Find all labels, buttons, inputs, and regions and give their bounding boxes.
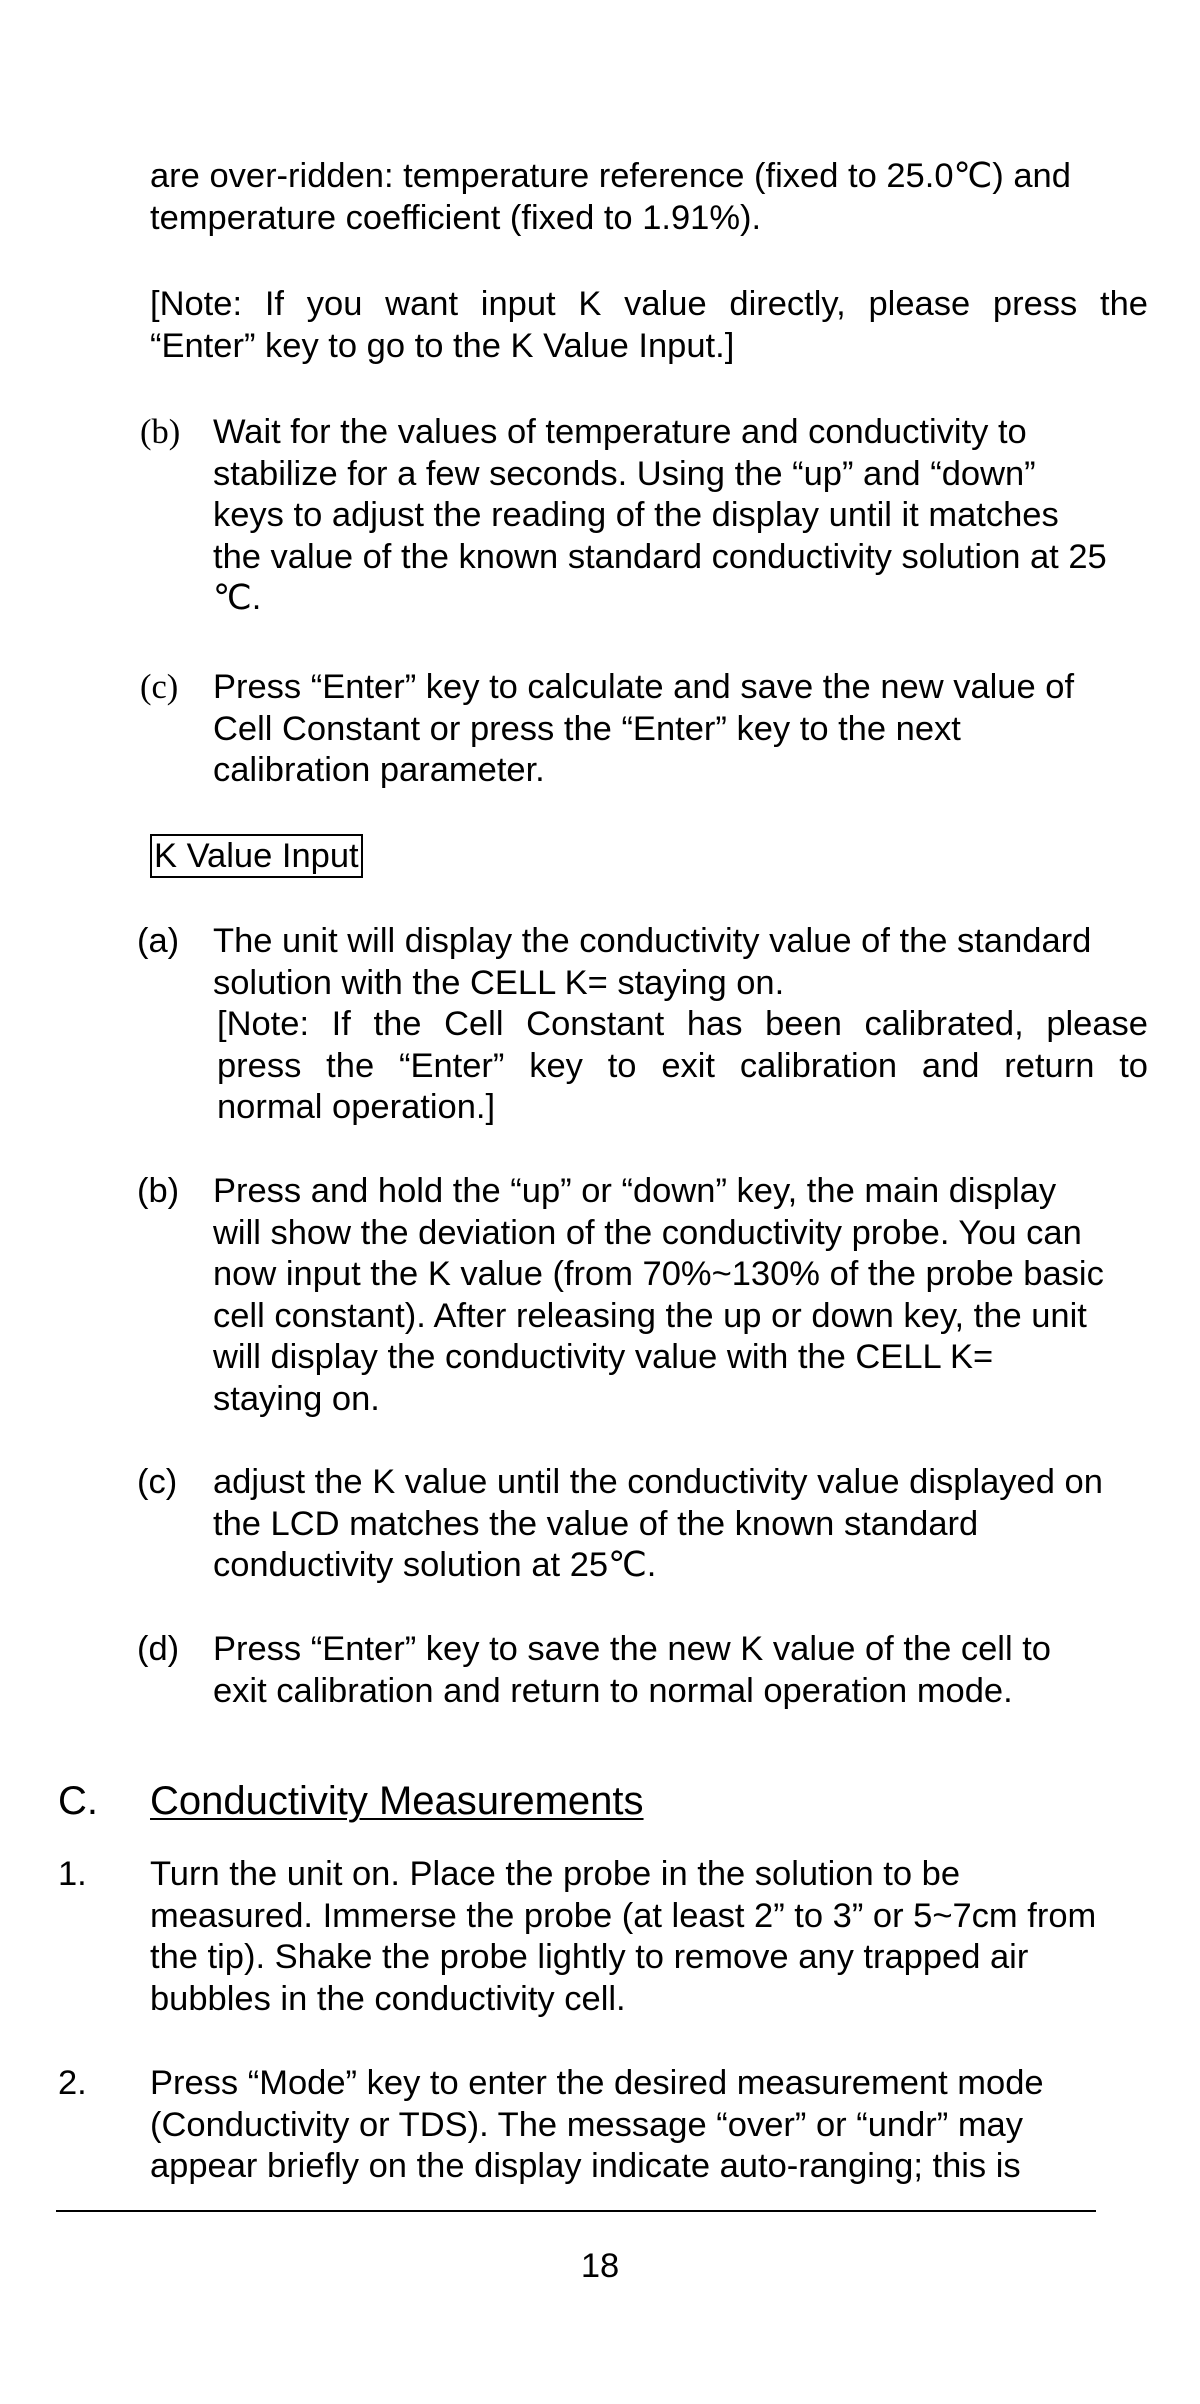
intro-paragraph xyxy=(150,156,1148,239)
step-c-line: Cell Constant or press the “Enter” key to the next xyxy=(213,709,961,748)
k-step-a-note-line: press the “Enter” key to exit calibration and return to xyxy=(217,1046,1148,1085)
k-step-b-line: staying on. xyxy=(213,1379,380,1418)
section-c-item-1-line: Turn the unit on. Place the probe in the solution to be xyxy=(150,1855,961,1893)
k-step-d-label: (d) xyxy=(137,1630,180,1668)
k-step-d-text xyxy=(213,1629,1148,1712)
intro-note-line-1: [Note: If you want input K value directly, please press the xyxy=(150,285,1148,323)
k-step-c-line: adjust the K value until the conductivity value displayed on xyxy=(213,1463,1103,1501)
intro-line-1: are over-ridden: temperature reference (fixed to 25.0℃) and xyxy=(150,157,1071,195)
section-c-item-1-line: the tip). Shake the probe lightly to remove any trapped air xyxy=(150,1938,1029,1976)
section-c-title: Conductivity Measurements xyxy=(150,1779,644,1823)
k-step-b-label: (b) xyxy=(137,1172,180,1210)
footer-rule xyxy=(56,2210,1096,2212)
k-step-a-note xyxy=(217,1004,1148,1129)
step-b-line: stabilize for a few seconds. Using the “up” and “down” xyxy=(213,454,1036,493)
step-c-line: calibration parameter. xyxy=(213,751,545,789)
step-c-text xyxy=(213,667,1148,792)
k-step-c-line: the LCD matches the value of the known standard xyxy=(213,1504,979,1543)
step-c-line: Press “Enter” key to calculate and save the new value of xyxy=(213,668,1075,706)
k-step-c-line: conductivity solution at 25℃. xyxy=(213,1546,657,1584)
k-step-d-line: Press “Enter” key to save the new K value of the cell to xyxy=(213,1630,1051,1668)
page-number: 18 xyxy=(580,2247,620,2285)
section-c-item-1-number: 1. xyxy=(58,1855,87,1893)
k-step-a-note-line: [Note: If the Cell Constant has been calibrated, please xyxy=(217,1005,1148,1043)
k-step-a-line: The unit will display the conductivity value of the standard xyxy=(213,922,1092,960)
k-step-a-line: solution with the CELL K= staying on. xyxy=(213,963,785,1002)
k-step-b-line: will show the deviation of the conductivity probe. You can xyxy=(213,1213,1082,1252)
k-step-c-text xyxy=(213,1462,1148,1587)
k-step-a-note-line: normal operation.] xyxy=(217,1088,496,1126)
step-b-text xyxy=(213,412,1148,620)
step-b-line: ℃. xyxy=(213,579,262,617)
section-c-item-2-text xyxy=(150,2063,1148,2188)
section-c-letter: C. xyxy=(58,1779,98,1823)
k-step-b-line: now input the K value (from 70%~130% of the probe basic xyxy=(213,1255,1104,1293)
section-c-item-1-text xyxy=(150,1854,1148,2020)
k-step-b-line: will display the conductivity value with the CELL K= xyxy=(213,1338,994,1376)
k-step-d-line: exit calibration and return to normal operation mode. xyxy=(213,1671,1013,1710)
step-c-label: (c) xyxy=(140,668,179,706)
section-c-item-2-line: appear briefly on the display indicate auto-ranging; this is xyxy=(150,2147,1021,2185)
k-step-a-label: (a) xyxy=(137,922,180,960)
section-c-item-2-line: (Conductivity or TDS). The message “over” or “undr” may xyxy=(150,2105,1023,2144)
step-b-label: (b) xyxy=(140,413,181,451)
step-b-line: the value of the known standard conductivity solution at 25 xyxy=(213,537,1107,576)
k-step-b-line: Press and hold the “up” or “down” key, the main display xyxy=(213,1172,1057,1210)
k-step-a-text xyxy=(213,921,1148,1004)
intro-note xyxy=(150,284,1148,367)
step-b-line: Wait for the values of temperature and conductivity to xyxy=(213,413,1027,451)
section-c-item-2-line: Press “Mode” key to enter the desired measurement mode xyxy=(150,2064,1044,2102)
section-c-item-1-line: bubbles in the conductivity cell. xyxy=(150,1979,626,2018)
intro-line-2: temperature coefficient (fixed to 1.91%). xyxy=(150,198,762,237)
step-b-line: keys to adjust the reading of the display until it matches xyxy=(213,496,1059,534)
section-c-item-1-line: measured. Immerse the probe (at least 2” to 3” or 5~7cm from xyxy=(150,1896,1097,1935)
k-step-b-line: cell constant). After releasing the up or down key, the unit xyxy=(213,1296,1087,1335)
intro-note-line-2: “Enter” key to go to the K Value Input.] xyxy=(150,326,735,365)
k-value-input-heading: K Value Input xyxy=(150,834,363,878)
section-c-item-2-number: 2. xyxy=(58,2064,87,2102)
k-step-b-text xyxy=(213,1171,1148,1420)
k-step-c-label: (c) xyxy=(137,1463,178,1501)
